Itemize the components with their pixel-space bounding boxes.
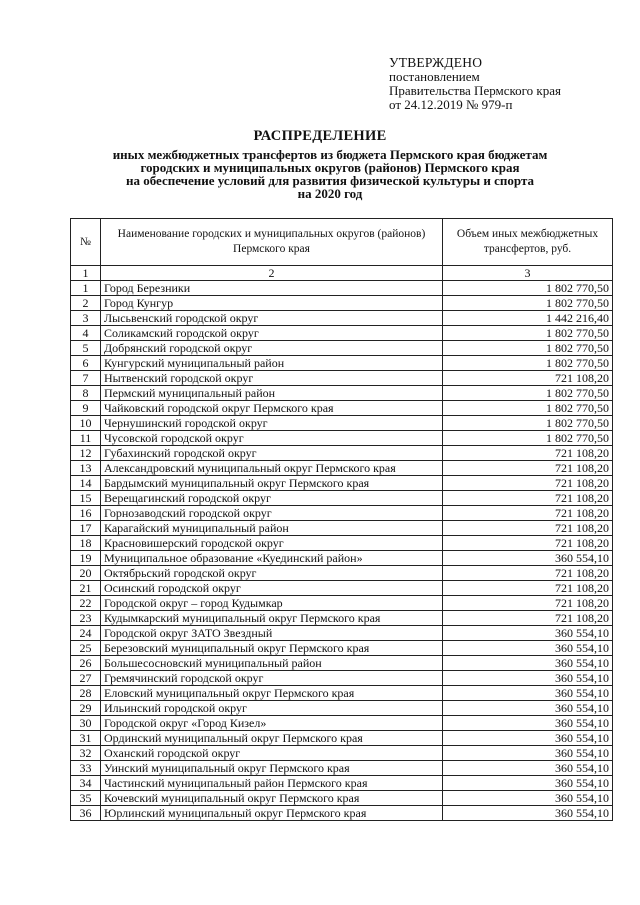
table-row bbox=[71, 656, 613, 671]
row-name: Красновишерский городской округ bbox=[101, 536, 443, 551]
row-amount: 721 108,20 bbox=[443, 611, 613, 626]
table-row bbox=[71, 731, 613, 746]
row-number: 6 bbox=[71, 356, 101, 371]
row-name: Губахинский городской округ bbox=[101, 446, 443, 461]
header-num: № bbox=[71, 219, 101, 266]
row-name: Чайковский городской округ Пермского края bbox=[101, 401, 443, 416]
subtitle-line: на 2020 год bbox=[297, 186, 363, 201]
row-name: Пермский муниципальный район bbox=[101, 386, 443, 401]
row-amount: 721 108,20 bbox=[443, 566, 613, 581]
table-row bbox=[71, 536, 613, 551]
row-name: Ординский муниципальный округ Пермского края bbox=[101, 731, 443, 746]
table-row bbox=[71, 461, 613, 476]
row-amount: 1 442 216,40 bbox=[443, 311, 613, 326]
row-name: Уинский муниципальный округ Пермского края bbox=[101, 761, 443, 776]
table-row bbox=[71, 806, 613, 821]
row-number: 35 bbox=[71, 791, 101, 806]
row-amount: 360 554,10 bbox=[443, 791, 613, 806]
table-row bbox=[71, 596, 613, 611]
row-name: Александровский муниципальный округ Пермского края bbox=[101, 461, 443, 476]
row-amount: 360 554,10 bbox=[443, 776, 613, 791]
document-title: РАСПРЕДЕЛЕНИЕ bbox=[253, 128, 387, 144]
row-number: 3 bbox=[71, 311, 101, 326]
row-name: Чусовской городской округ bbox=[101, 431, 443, 446]
row-amount: 360 554,10 bbox=[443, 746, 613, 761]
row-name: Нытвенский городской округ bbox=[101, 371, 443, 386]
table-row bbox=[71, 686, 613, 701]
row-number: 5 bbox=[71, 341, 101, 356]
table-row bbox=[71, 356, 613, 371]
header-name: Наименование городских и муниципальных округов (районов) Пермского края bbox=[101, 219, 443, 266]
row-amount: 721 108,20 bbox=[443, 581, 613, 596]
header-amount: Объем иных межбюджетных трансфертов, руб. bbox=[443, 219, 613, 266]
row-number: 9 bbox=[71, 401, 101, 416]
table-row bbox=[71, 791, 613, 806]
row-number: 29 bbox=[71, 701, 101, 716]
row-name: Большесосновский муниципальный район bbox=[101, 656, 443, 671]
row-name: Лысьвенский городской округ bbox=[101, 311, 443, 326]
row-name: Карагайский муниципальный район bbox=[101, 521, 443, 536]
row-amount: 1 802 770,50 bbox=[443, 431, 613, 446]
row-amount: 721 108,20 bbox=[443, 476, 613, 491]
row-name: Горнозаводский городской округ bbox=[101, 506, 443, 521]
table-row bbox=[71, 326, 613, 341]
table-row bbox=[71, 641, 613, 656]
subtitle-line: городских и муниципальных округов (районов) Пермского края bbox=[140, 160, 520, 175]
row-number: 17 bbox=[71, 521, 101, 536]
table-row bbox=[71, 281, 613, 296]
row-amount: 721 108,20 bbox=[443, 491, 613, 506]
table-row bbox=[71, 386, 613, 401]
row-amount: 360 554,10 bbox=[443, 626, 613, 641]
row-number: 11 bbox=[71, 431, 101, 446]
row-amount: 1 802 770,50 bbox=[443, 296, 613, 311]
approval-line: постановлением bbox=[389, 69, 480, 84]
row-amount: 721 108,20 bbox=[443, 446, 613, 461]
row-amount: 1 802 770,50 bbox=[443, 341, 613, 356]
row-amount: 360 554,10 bbox=[443, 731, 613, 746]
subtitle-line: на обеспечение условий для развития физической культуры и спорта bbox=[125, 173, 535, 188]
row-name: Осинский городской округ bbox=[101, 581, 443, 596]
table-row bbox=[71, 566, 613, 581]
distribution-table bbox=[70, 218, 613, 821]
row-number: 2 bbox=[71, 296, 101, 311]
row-number: 12 bbox=[71, 446, 101, 461]
row-number: 25 bbox=[71, 641, 101, 656]
table-header-row bbox=[71, 219, 613, 266]
row-number: 15 bbox=[71, 491, 101, 506]
table-row bbox=[71, 716, 613, 731]
approval-line: Правительства Пермского края bbox=[389, 83, 561, 98]
row-amount: 360 554,10 bbox=[443, 551, 613, 566]
row-name: Оханский городской округ bbox=[101, 746, 443, 761]
row-name: Березовский муниципальный округ Пермского края bbox=[101, 641, 443, 656]
row-number: 7 bbox=[71, 371, 101, 386]
row-name: Соликамский городской округ bbox=[101, 326, 443, 341]
row-number: 21 bbox=[71, 581, 101, 596]
table-row bbox=[71, 746, 613, 761]
row-amount: 721 108,20 bbox=[443, 521, 613, 536]
row-amount: 721 108,20 bbox=[443, 506, 613, 521]
row-amount: 721 108,20 bbox=[443, 461, 613, 476]
table-row bbox=[71, 521, 613, 536]
row-number: 28 bbox=[71, 686, 101, 701]
table-row bbox=[71, 761, 613, 776]
row-name: Бардымский муниципальный округ Пермского края bbox=[101, 476, 443, 491]
table-row bbox=[71, 446, 613, 461]
row-amount: 1 802 770,50 bbox=[443, 281, 613, 296]
row-amount: 1 802 770,50 bbox=[443, 416, 613, 431]
row-number: 30 bbox=[71, 716, 101, 731]
row-amount: 360 554,10 bbox=[443, 686, 613, 701]
document-subtitle bbox=[60, 148, 600, 200]
table-row bbox=[71, 401, 613, 416]
row-name: Муниципальное образование «Куединский район» bbox=[101, 551, 443, 566]
row-number: 10 bbox=[71, 416, 101, 431]
index-amount: 3 bbox=[443, 266, 613, 281]
row-name: Октябрьский городской округ bbox=[101, 566, 443, 581]
row-number: 32 bbox=[71, 746, 101, 761]
row-name: Частинский муниципальный район Пермского края bbox=[101, 776, 443, 791]
row-amount: 1 802 770,50 bbox=[443, 356, 613, 371]
row-number: 26 bbox=[71, 656, 101, 671]
row-number: 1 bbox=[71, 281, 101, 296]
row-number: 14 bbox=[71, 476, 101, 491]
row-number: 20 bbox=[71, 566, 101, 581]
row-number: 33 bbox=[71, 761, 101, 776]
row-amount: 360 554,10 bbox=[443, 701, 613, 716]
row-amount: 1 802 770,50 bbox=[443, 386, 613, 401]
row-name: Город Березники bbox=[101, 281, 443, 296]
row-number: 4 bbox=[71, 326, 101, 341]
table-row bbox=[71, 371, 613, 386]
index-num: 1 bbox=[71, 266, 101, 281]
table-row bbox=[71, 296, 613, 311]
table-row bbox=[71, 776, 613, 791]
table-row bbox=[71, 506, 613, 521]
table-row bbox=[71, 311, 613, 326]
row-name: Юрлинский муниципальный округ Пермского края bbox=[101, 806, 443, 821]
column-index-row bbox=[71, 266, 613, 281]
row-amount: 721 108,20 bbox=[443, 536, 613, 551]
row-amount: 1 802 770,50 bbox=[443, 401, 613, 416]
table-row bbox=[71, 476, 613, 491]
row-amount: 360 554,10 bbox=[443, 671, 613, 686]
row-name: Ильинский городской округ bbox=[101, 701, 443, 716]
row-name: Добрянский городской округ bbox=[101, 341, 443, 356]
approval-line: от 24.12.2019 № 979-п bbox=[389, 97, 513, 112]
row-number: 31 bbox=[71, 731, 101, 746]
table-row bbox=[71, 626, 613, 641]
row-number: 16 bbox=[71, 506, 101, 521]
row-name: Гремячинский городской округ bbox=[101, 671, 443, 686]
index-name: 2 bbox=[101, 266, 443, 281]
table-row bbox=[71, 491, 613, 506]
row-amount: 1 802 770,50 bbox=[443, 326, 613, 341]
row-name: Кочевский муниципальный округ Пермского края bbox=[101, 791, 443, 806]
row-number: 18 bbox=[71, 536, 101, 551]
row-name: Городской округ ЗАТО Звездный bbox=[101, 626, 443, 641]
row-number: 8 bbox=[71, 386, 101, 401]
row-name: Верещагинский городской округ bbox=[101, 491, 443, 506]
row-name: Городской округ – город Кудымкар bbox=[101, 596, 443, 611]
row-number: 36 bbox=[71, 806, 101, 821]
row-name: Чернушинский городской округ bbox=[101, 416, 443, 431]
row-name: Кудымкарский муниципальный округ Пермского края bbox=[101, 611, 443, 626]
table-row bbox=[71, 416, 613, 431]
table-row bbox=[71, 581, 613, 596]
table-row bbox=[71, 611, 613, 626]
table-row bbox=[71, 701, 613, 716]
row-amount: 360 554,10 bbox=[443, 806, 613, 821]
table-row bbox=[71, 341, 613, 356]
row-amount: 360 554,10 bbox=[443, 716, 613, 731]
table-row bbox=[71, 671, 613, 686]
row-number: 27 bbox=[71, 671, 101, 686]
row-name: Городской округ «Город Кизел» bbox=[101, 716, 443, 731]
row-amount: 360 554,10 bbox=[443, 761, 613, 776]
row-amount: 360 554,10 bbox=[443, 656, 613, 671]
row-name: Еловский муниципальный округ Пермского края bbox=[101, 686, 443, 701]
table-row bbox=[71, 431, 613, 446]
row-amount: 721 108,20 bbox=[443, 371, 613, 386]
row-number: 19 bbox=[71, 551, 101, 566]
row-amount: 360 554,10 bbox=[443, 641, 613, 656]
row-name: Город Кунгур bbox=[101, 296, 443, 311]
approval-block bbox=[389, 56, 561, 112]
row-number: 13 bbox=[71, 461, 101, 476]
row-name: Кунгурский муниципальный район bbox=[101, 356, 443, 371]
row-number: 23 bbox=[71, 611, 101, 626]
table-row bbox=[71, 551, 613, 566]
row-number: 22 bbox=[71, 596, 101, 611]
subtitle-line: иных межбюджетных трансфертов из бюджета Пермского края бюджетам bbox=[112, 147, 548, 162]
row-number: 34 bbox=[71, 776, 101, 791]
approval-heading: УТВЕРЖДЕНО bbox=[389, 55, 483, 70]
row-amount: 721 108,20 bbox=[443, 596, 613, 611]
row-number: 24 bbox=[71, 626, 101, 641]
